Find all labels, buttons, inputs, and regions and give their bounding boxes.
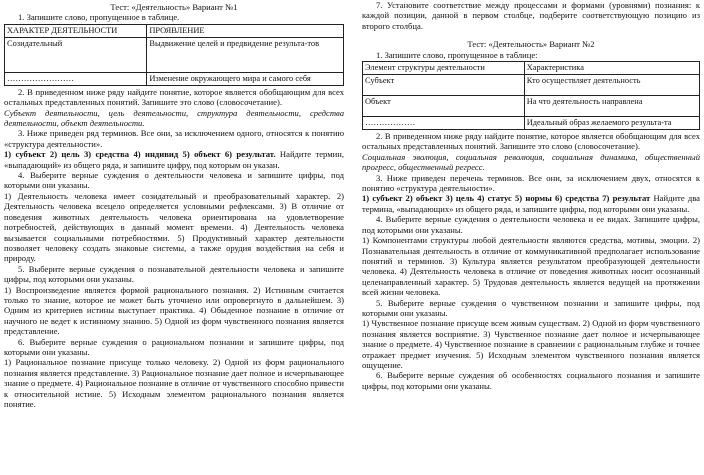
table-row [5, 72, 344, 85]
question-6-v2: 6. Выберите верные суждения об особенностях социального познания и запишите цифры, под которыми они указаны. [362, 370, 700, 391]
table-row [5, 37, 344, 72]
table-cell: ПРОЯВЛЕНИЕ [147, 24, 344, 37]
question-1: 1. Запишите слово, пропущенное в таблице. [18, 12, 180, 23]
question-3-terms: 1) субъект 2) цель 3) средства 4) индивид 5) объект 6) результат. [4, 149, 276, 160]
variant-2-title: Тест: «Деятельность» Вариант №2 [467, 39, 595, 50]
table-cell: Выдвижение целей и предвидение результа-тов [147, 37, 344, 72]
table-cell: Изменение окружающего мира и самого себя [147, 72, 344, 85]
table-variant-1 [4, 24, 344, 86]
table-cell: Идеальный образ желаемого результа-та [524, 117, 699, 130]
table-row [363, 75, 700, 96]
question-4: 4. Выберите верные суждения о деятельности человека и запишите цифры, под которыми они указаны. [4, 170, 344, 191]
table-row [5, 24, 344, 37]
question-5-options: 1) Воспроизведение является формой рационального познания. 2) Истинным считается только то знание, которое не может быть уточнено или опровергнуто в дальнейшем. 3) Одним из критериев истины выступает практика. 4) Обыденное познание в отличие от научного не ведет к истинному знанию. 5) Одной из форм чувственного познания является представление. [4, 284, 344, 337]
question-4-options: 1) Деятельность человека имеет созидательный и преобразовательный характер. 2) Деятельность человека всецело определяется условными рефлексами. 3) В отличие от поведения животных деятельность человека ориентирована на удовлетворение потребностей, действующих в данный момент времени. 4) Деятельность человека вызывается социальными потребностями. 5) Продуктивный характер деятельности позволяет человеку создать знаковые системы, а также орудия воздействия на себя и природу. [4, 190, 344, 264]
question-2-v2: 2. В приведенном ниже ряду найдите понятие, которое является обобщающим для всех остальных представленных понятий. Запишите это слово (словосочетание). [362, 131, 700, 152]
table-row [363, 62, 700, 75]
question-4-v2-options: 1) Компонентами структуры любой деятельности являются средства, мотивы, эмоции. 2) Познавательная деятельность в отличие от коммуникативной предполагает использование понятий и терминов. 3) Культура является результатом преобразующей деятельности человека. 4) Деятельность человека в отличие от поведения животных носит осознанный целенаправленный характер. 5) Трудовая деятельность является ведущей на протяжении всей жизни человека. [362, 235, 700, 298]
question-3-v2-task: Найдите два термина, «выпадающих» из общего ряда, и запишите цифры, под которыми они указаны. [362, 193, 700, 214]
table-cell: …………………… [5, 72, 147, 85]
question-5-v2-options: 1) Чувственное познание присуще всем живым существам. 2) Одной из форм чувственного познания является восприятие. 3) Чувственное познание дает полное и исчерпывающее знание о предмете. 4) Чувственное познание в сравнении с рациональным глубже и точнее отражает предмет изучения. 5) Исходным элементом чувственного познания является ощущение. [362, 318, 700, 370]
question-7: 7. Установите соответствие между процессами и формами (уровнями) познания: к каждой позиции, данной в первом столбце, подберите соответствующую позицию из второго столбца. [362, 0, 700, 31]
table-cell: ХАРАКТЕР ДЕЯТЕЛЬНОСТИ [5, 24, 147, 37]
question-2: 2. В приведенном ниже ряду найдите понятие, которое является обобщающим для всех остальных представленных понятий. Запишите это слово (словосочетание). [4, 86, 344, 108]
question-3-task: Найдите термин, «выпадающий» из общего ряда, и запишите цифру, под которым он указан. [4, 149, 344, 170]
table-cell: Кто осуществляет деятельность [524, 75, 699, 96]
table-cell: Характеристика [524, 62, 699, 75]
question-3: 3. Ниже приведен ряд терминов. Все они, за исключением одного, относятся к понятию «структура деятельности». [4, 128, 344, 149]
table-cell: На что деятельность направлена [524, 96, 699, 117]
table-cell: ……………… [363, 117, 525, 130]
question-6: 6. Выберите верные суждения о рациональном познании и запишите цифры, под которыми они указаны. [4, 336, 344, 357]
question-2-terms: Субъект деятельности, цель деятельности, структура деятельности, средства деятельности, объект деятельности. [4, 107, 344, 129]
question-3-v2-terms: 1) субъект 2) объект 3) цель 4) статус 5) нормы 6) средства 7) результат [362, 193, 651, 204]
variant-1-column [4, 0, 344, 409]
table-row [363, 96, 700, 117]
table-row [363, 117, 700, 130]
table-variant-2 [362, 61, 700, 130]
variant-2-column [362, 0, 700, 391]
table-cell: Объект [363, 96, 525, 117]
question-3-v2: 3. Ниже приведен перечень терминов. Все они, за исключением двух, относятся к понятию «структура деятельности». [362, 172, 700, 194]
question-1-v2: 1. Запишите слово, пропущенное в таблице: [376, 49, 538, 60]
question-6-options: 1) Рациональное познание присуще только человеку. 2) Одной из форм рационального познания является представление. 3) Рациональное познание дает полное и исчерпывающее знание о предмете. 4) Рациональное познание в отличие от чувственного способно привести к относительной истине. 5) Исходным элементом рационального познания является понятие. [4, 357, 344, 409]
table-cell: Субъект [363, 75, 525, 96]
question-5: 5. Выберите верные суждения о познавательной деятельности человека и запишите цифры, под которыми они указаны. [4, 263, 344, 285]
variant-1-title: Тест: «Деятельность» Вариант №1 [110, 2, 238, 12]
table-cell: Элемент структуры деятельности [363, 62, 525, 75]
question-4-v2: 4. Выберите верные суждения о деятельности человека и ее видах. Запишите цифры, под которыми они указаны. [362, 214, 700, 235]
question-2-v2-terms: Социальная эволюция, социальная революция, социальная динамика, общественный прогресс, общественный регресс. [362, 151, 700, 173]
question-5-v2: 5. Выберите верные суждения о чувственном познании и запишите цифры, под которыми они указаны. [362, 297, 700, 318]
table-cell: Созидательный [5, 37, 147, 72]
